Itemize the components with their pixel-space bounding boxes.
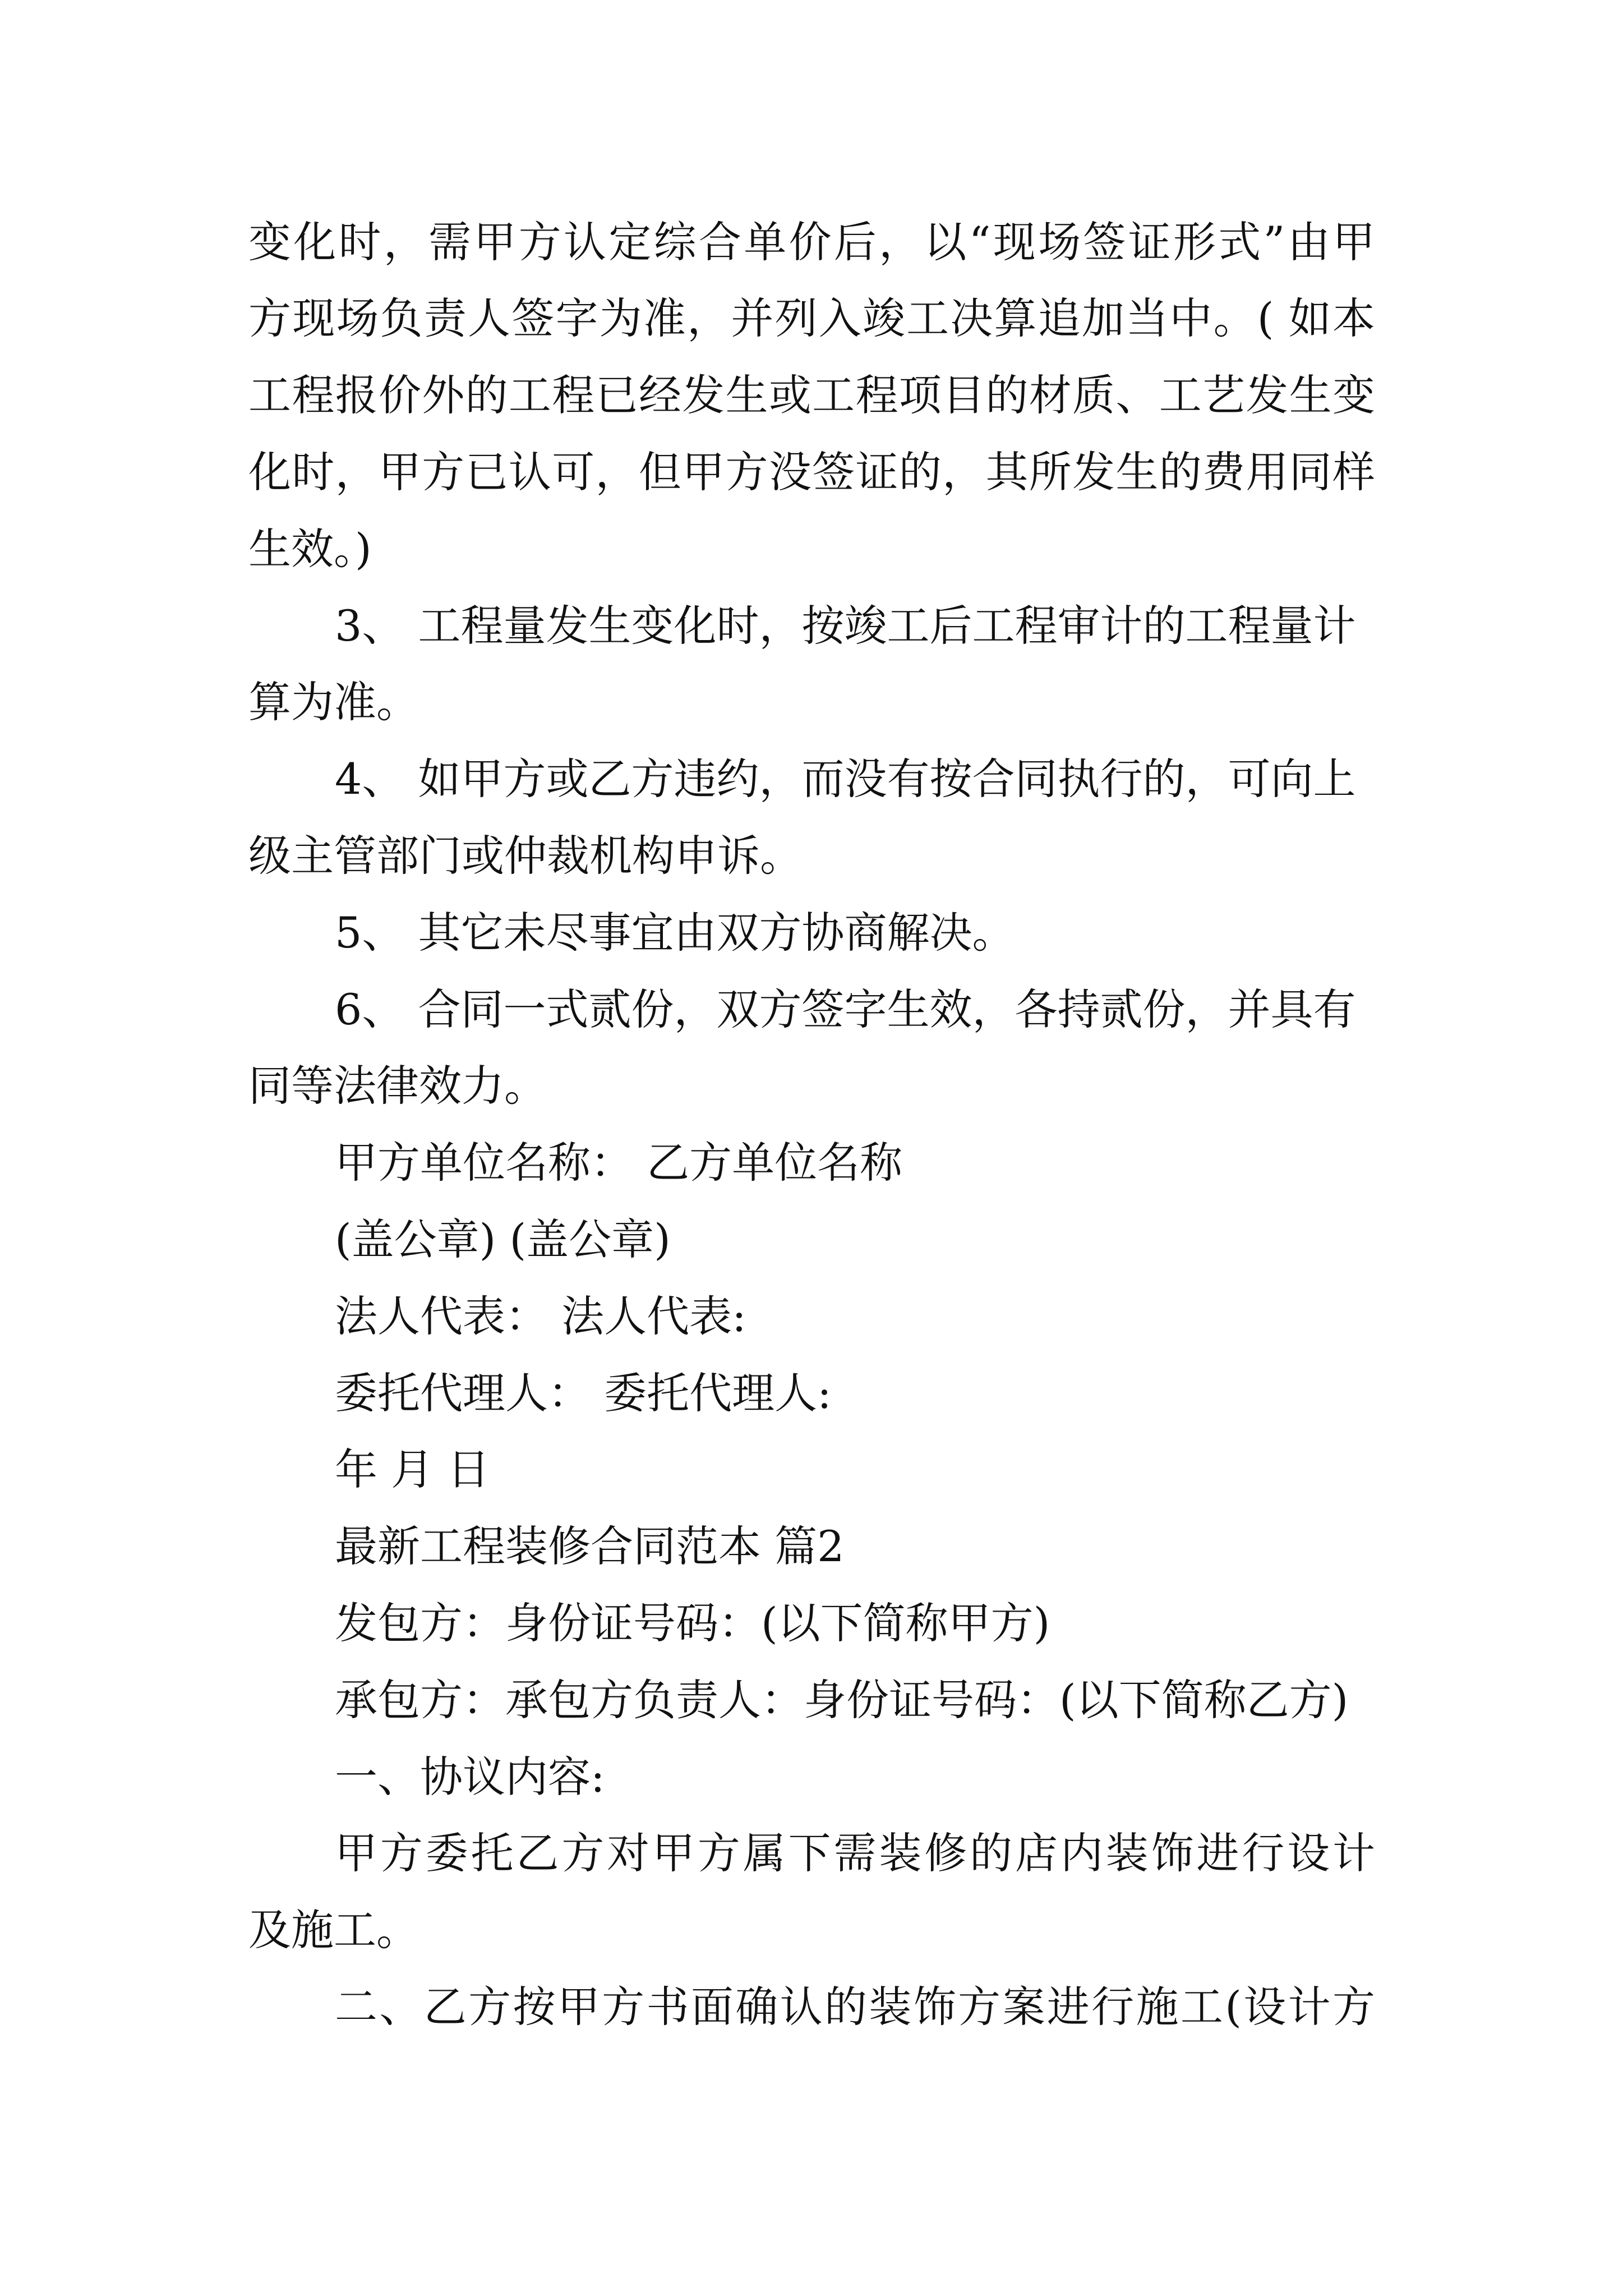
paragraph-line: 方现场负责人签字为准，并列入竣工决算追加当中。( 如本 (248, 293, 1375, 343)
paragraph-line: 生效。) (248, 524, 372, 574)
signature-legal-reps: 法人代表： 法人代表: (335, 1291, 746, 1341)
signature-agents: 委托代理人： 委托代理人: (335, 1368, 832, 1418)
paragraph-line: 级主管部门或仲裁机构申诉。 (248, 831, 803, 881)
clause-3-line: 3、 工程量发生变化时，按竣工后工程审计的工程量计 (335, 601, 1356, 651)
party-b-line: 承包方：承包方负责人：身份证号码：(以下简称乙方) (335, 1675, 1349, 1725)
signature-party-names: 甲方单位名称： 乙方单位名称 (335, 1138, 903, 1188)
clause-6-line: 6、 合同一式贰份，双方签字生效，各持贰份，并具有 (335, 984, 1356, 1034)
signature-seals: (盖公章) (盖公章) (335, 1214, 671, 1264)
paragraph-line: 工程报价外的工程已经发生或工程项目的材质、工艺发生变 (248, 370, 1375, 420)
clause-5-line: 5、 其它未尽事宜由双方协商解决。 (335, 908, 1015, 958)
section-heading: 最新工程装修合同范本 篇2 (335, 1521, 845, 1571)
paragraph-line: 及施工。 (248, 1905, 419, 1955)
article-heading: 一、协议内容: (335, 1752, 605, 1802)
paragraph-line: 同等法律效力。 (248, 1061, 547, 1111)
article-heading: 二、乙方按甲方书面确认的装饰方案进行施工(设计方 (335, 1982, 1375, 2032)
party-a-line: 发包方：身份证号码：(以下简称甲方) (335, 1598, 1050, 1648)
paragraph-line: 变化时，需甲方认定综合单价后，以“现场签证形式”由甲 (248, 217, 1375, 267)
paragraph-line: 算为准。 (248, 677, 419, 727)
paragraph-line: 甲方委托乙方对甲方属下需装修的店内装饰进行设计 (335, 1828, 1375, 1878)
paragraph-line: 化时，甲方已认可，但甲方没签证的，其所发生的费用同样 (248, 447, 1375, 497)
signature-date: 年 月 日 (335, 1444, 490, 1494)
clause-4-line: 4、 如甲方或乙方违约，而没有按合同执行的，可向上 (335, 754, 1356, 804)
